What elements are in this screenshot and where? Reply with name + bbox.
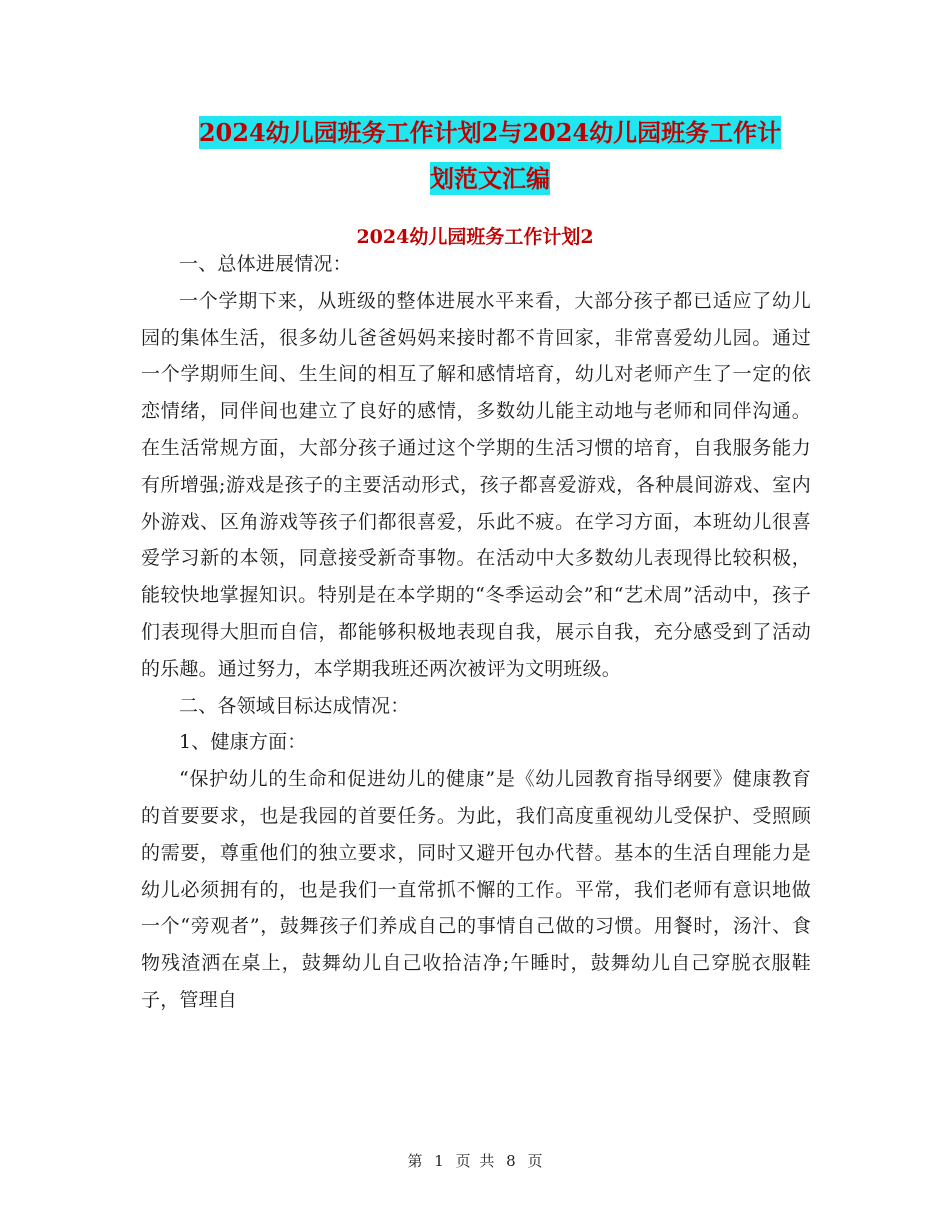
footer-prefix: 第 [407, 1152, 423, 1170]
section-title: 2024幼儿园班务工作计划2 [356, 226, 594, 248]
document-title [140, 110, 840, 202]
paragraph-subheading: 1、健康方面： [179, 731, 307, 754]
paragraph: 一个学期下来，从班级的整体进展水平来看，大部分孩子都已适应了幼儿园的集体生活，很多幼儿爸爸妈妈来接时都不肯回家，非常喜爱幼儿园。通过一个学期师生间、生生间的相互了解和感情培育，幼儿对老师产生了一定的依恋情绪，同伴间也建立了良好的感情，多数幼儿能主动地与老师和同伴沟通。在生活常规方面，大部分孩子通过这个学期的生活习惯的培育，自我服务能力有所增强;游戏是孩子的主要活动形式，孩子都喜爱游戏，各种晨间游戏、室内外游戏、区角游戏等孩子们都很喜爱，乐此不疲。在学习方面，本班幼儿很喜爱学习新的本领，同意接受新奇事物。在活动中大多数幼儿表现得比较积极，能较快地掌握知识。特别是在本学期的“冬季运动会”和“艺术周”活动中，孩子们表现得大胆而自信，都能够积极地表现自我，展示自我，充分感受到了活动的乐趣。通过努力，本学期我班还两次被评为文明班级。 [141, 289, 811, 680]
footer-suffix: 页 [527, 1152, 543, 1170]
footer-page-number: 1 [434, 1152, 444, 1170]
footer-total-pages: 8 [506, 1152, 516, 1170]
footer-middle: 页 共 [455, 1152, 495, 1170]
paragraph: “保护幼儿的生命和促进幼儿的健康”是《幼儿园教育指导纲要》健康教育的首要要求，也是我园的首要任务。为此，我们高度重视幼儿受保护、受照顾的需要，尊重他们的独立要求，同时又避开包办代替。基本的生活自理能力是幼儿必须拥有的，也是我们一直常抓不懈的工作。平常，我们老师有意识地做一个“旁观者”，鼓舞孩子们养成自己的事情自己做的习惯。用餐时，汤汁、食物残渣洒在桌上，鼓舞幼儿自己收拾洁净;午睡时，鼓舞幼儿自己穿脱衣服鞋子，管理自 [141, 768, 811, 1011]
page-footer [0, 1150, 950, 1171]
document-body [141, 246, 811, 1019]
title-line-2: 划范文汇编 [430, 164, 550, 193]
paragraph-heading-1: 一、总体进展情况： [179, 253, 352, 275]
title-line-1: 2024幼儿园班务工作计划2与2024幼儿园班务工作计 [198, 118, 782, 147]
paragraph-heading-2: 二、各领域目标达成情况： [179, 694, 410, 717]
